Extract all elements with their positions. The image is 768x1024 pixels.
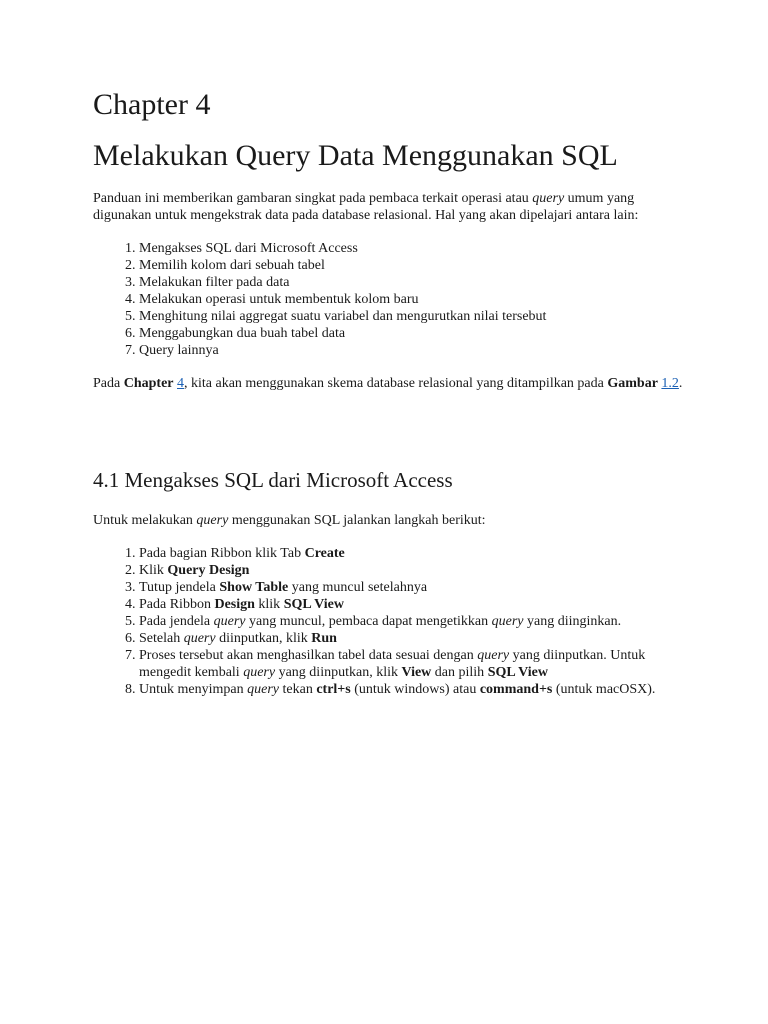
step-text: (untuk windows) atau	[350, 682, 480, 697]
step-bold: Run	[311, 631, 337, 646]
chapter-subtitle: Melakukan Query Data Menggunakan SQL	[93, 139, 618, 172]
step-text: yang muncul setelahnya	[288, 580, 428, 595]
list-item	[139, 545, 683, 562]
step-query: query	[213, 614, 246, 629]
list-item	[139, 613, 683, 630]
step-bold: View	[401, 665, 432, 680]
list-item: 3. Melakukan filter pada data	[139, 274, 683, 291]
intro-text-2: umum yang digunakan untuk mengekstrak data pada database relasional. Hal yang akan dipelajari antara lain:	[93, 191, 639, 223]
step-query: query	[247, 682, 279, 697]
step-query: query	[183, 631, 216, 646]
step-text: yang muncul, pembaca dapat mengetikkan	[245, 614, 492, 629]
step-text: yang diinginkan.	[523, 614, 622, 629]
step-bold: Show Table	[219, 580, 289, 595]
step-bold: SQL View	[487, 665, 548, 680]
intro-query-word: query	[532, 191, 565, 206]
steps-list	[93, 545, 683, 698]
list-item: 5. Menghitung nilai aggregat suatu variabel dan mengurutkan nilai tersebut	[139, 308, 683, 325]
schema-note-end: .	[678, 376, 683, 391]
step-bold: Create	[304, 546, 345, 561]
step-text: Setelah	[139, 631, 184, 646]
list-item: 7. Query lainnya	[139, 342, 683, 359]
schema-note-text: Pada	[93, 376, 124, 391]
step-bold: Query Design	[167, 563, 250, 578]
step-text: Pada bagian Ribbon klik Tab	[139, 546, 305, 561]
figure-link[interactable]: 1.2	[661, 376, 679, 391]
step-bold: ctrl+s	[316, 682, 351, 697]
step-text: Pada jendela	[139, 614, 214, 629]
step-bold: SQL View	[283, 597, 344, 612]
chapter-bold: Chapter	[123, 376, 174, 391]
intro-paragraph	[93, 190, 683, 224]
list-item: 4. Melakukan operasi untuk membentuk kolom baru	[139, 291, 683, 308]
chapter-link[interactable]: 4	[177, 376, 184, 391]
list-item: 1. Mengakses SQL dari Microsoft Access	[139, 240, 683, 257]
section-intro-paragraph	[93, 512, 683, 529]
step-query: query	[491, 614, 524, 629]
gambar-bold: Gambar	[607, 376, 658, 391]
list-item: 6. Menggabungkan dua buah tabel data	[139, 325, 683, 342]
step-text: tekan	[279, 682, 317, 697]
step-text: Proses tersebut akan menghasilkan tabel data sesuai dengan	[139, 648, 478, 663]
step-text: klik	[254, 597, 284, 612]
intro-text-1: Panduan ini memberikan gambaran singkat pada pembaca terkait operasi atau	[93, 191, 533, 206]
step-bold: command+s	[479, 682, 553, 697]
list-item	[139, 647, 683, 681]
section-spacer	[93, 408, 683, 466]
step-text: (untuk macOSX).	[552, 682, 656, 697]
list-item	[139, 562, 683, 579]
list-item	[139, 596, 683, 613]
step-text: Untuk menyimpan	[139, 682, 248, 697]
section-heading: 4.1 Mengakses SQL dari Microsoft Access	[93, 468, 453, 492]
topics-list	[93, 240, 683, 359]
section-intro-text-2: menggunakan SQL jalankan langkah berikut:	[228, 513, 486, 528]
schema-note-middle: , kita akan menggunakan skema database relasional yang ditampilkan pada	[184, 376, 608, 391]
step-text: diinputkan, klik	[215, 631, 312, 646]
section-intro-query: query	[196, 513, 229, 528]
section-intro-text-1: Untuk melakukan	[93, 513, 197, 528]
step-text: Klik	[139, 563, 168, 578]
step-query: query	[243, 665, 276, 680]
step-query: query	[477, 648, 510, 663]
step-text: yang diinputkan, klik	[275, 665, 402, 680]
schema-note-paragraph	[93, 375, 683, 392]
list-item	[139, 630, 683, 647]
step-text: yang diinputkan. Untuk mengedit kembali	[139, 648, 646, 680]
step-text: dan pilih	[431, 665, 488, 680]
list-item	[139, 579, 683, 596]
document-page	[93, 84, 683, 714]
step-text: Pada Ribbon	[139, 597, 215, 612]
chapter-title: Chapter 4	[93, 88, 211, 121]
list-item: 2. Memilih kolom dari sebuah tabel	[139, 257, 683, 274]
step-bold: Design	[214, 597, 255, 612]
list-item	[139, 681, 683, 698]
step-text: Tutup jendela	[139, 580, 220, 595]
